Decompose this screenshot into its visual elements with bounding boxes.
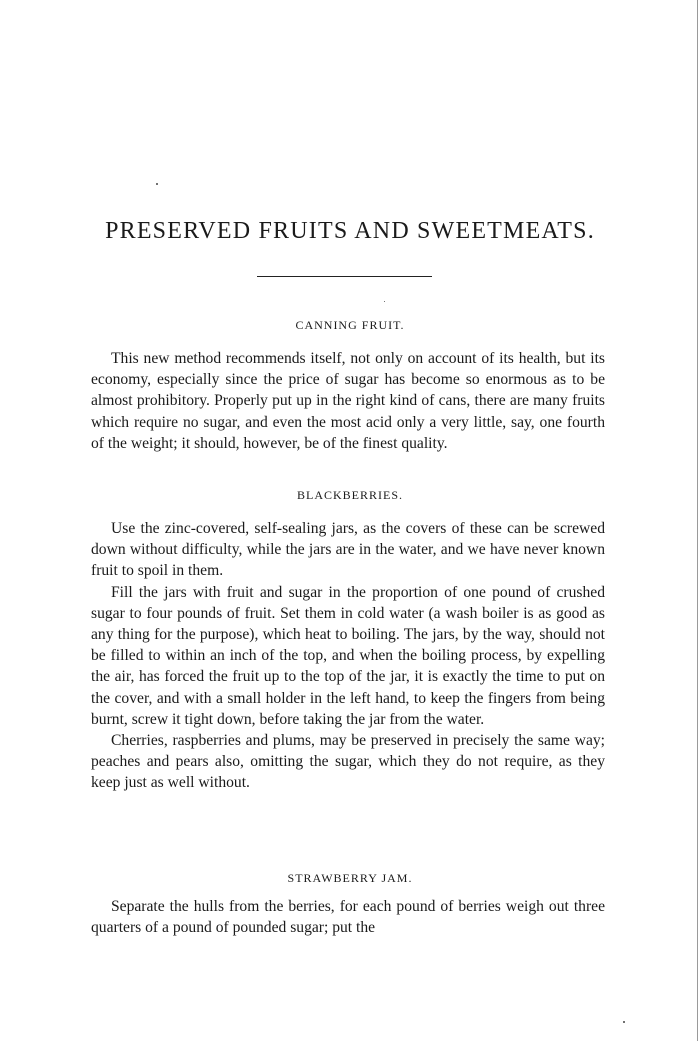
ink-speck: [156, 183, 158, 185]
page-title: PRESERVED FRUITS AND SWEETMEATS.: [105, 218, 595, 244]
ink-speck: [384, 301, 385, 302]
section-heading-strawberry-jam: STRAWBERRY JAM.: [287, 871, 413, 885]
paragraph: Separate the hulls from the berries, for each pound of berries weigh out three quarters of a pound of pounded sugar; put the: [91, 898, 605, 937]
section-body-strawberry-jam: [91, 896, 605, 938]
ink-speck: [623, 1021, 625, 1023]
paragraph: Use the zinc-covered, self-sealing jars, as the covers of these can be screwed down without difficulty, while the jars are in the water, and we have never known fruit to spoil in them.: [91, 520, 605, 580]
paragraph: Cherries, raspberries and plums, may be preserved in precisely the same way; peaches and pears also, omitting the sugar, which they do not require, as they keep just as well without.: [91, 732, 605, 792]
section-heading-blackberries: BLACKBERRIES.: [296, 488, 403, 502]
section-body-blackberries: [91, 518, 605, 794]
title-divider: [257, 276, 432, 277]
paragraph: Fill the jars with fruit and sugar in the proportion of one pound of crushed sugar to four pounds of fruit. Set them in cold water (a wash boiler is as good as any thing for the purpose), which heat to boiling. The jars, by the way, should not be filled to within an inch of the top, and when the boiling process, by expelling the air, has forced the fruit up to the top of the jar, it is exactly the time to put on the cover, and with a small holder in the left hand, to keep the fingers from being burnt, screw it tight down, before taking the jar from the water.: [91, 583, 605, 728]
section-body-canning-fruit: [91, 348, 605, 454]
section-heading-canning-fruit: CANNING FRUIT.: [295, 318, 405, 332]
paragraph: This new method recommends itself, not only on account of its health, but its economy, especially since the price of sugar has become so enormous as to be almost prohibitory. Properly put up in the right kind of cans, there are many fruits which require no sugar, and even the most acid only a very little, say, one fourth of the weight; it should, however, be of the finest quality.: [91, 350, 605, 452]
